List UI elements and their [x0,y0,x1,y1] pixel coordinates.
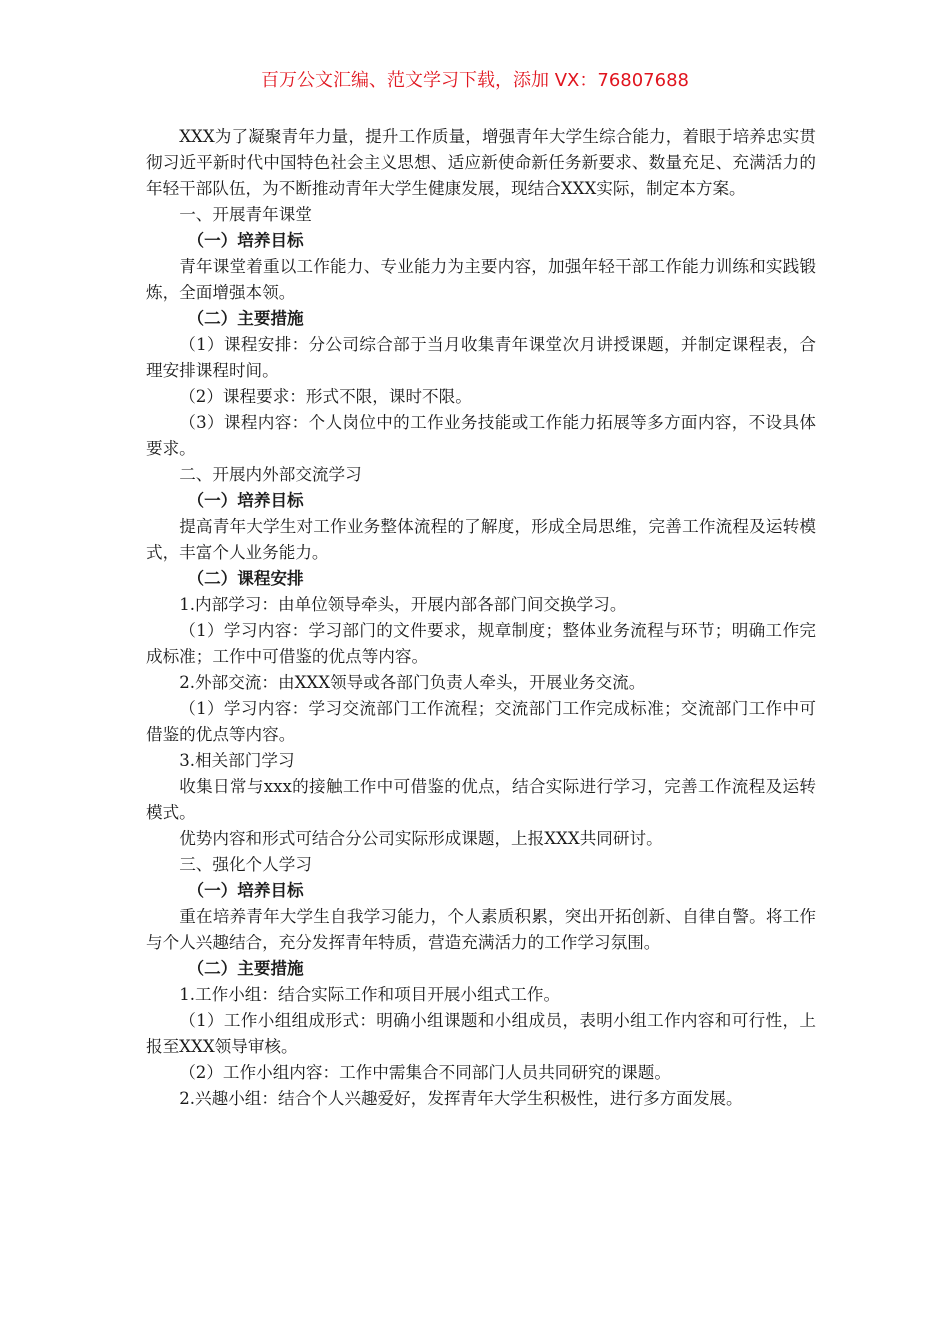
paragraph: 收集日常与xxx的接触工作中可借鉴的优点，结合实际进行学习，完善工作流程及运转模式。 [146,777,816,822]
paragraph: 2.外部交流：由XXX领导或各部门负责人牵头，开展业务交流。 [179,673,646,692]
paragraph: 优势内容和形式可结合分公司实际形成课题，上报XXX共同研讨。 [179,829,663,848]
section-heading: 二、开展内外部交流学习 [179,465,362,484]
paragraph: （1）工作小组组成形式：明确小组课题和小组成员，表明小组工作内容和可行性，上报至XXX领导审核。 [146,1011,816,1056]
document-body [146,124,816,1112]
section-heading: 一、开展青年课堂 [179,205,312,224]
subsection-heading: （一）培养目标 [187,881,304,900]
subsection-heading: （一）培养目标 [187,231,304,250]
section-heading: 三、强化个人学习 [179,855,312,874]
paragraph: （2）课程要求：形式不限，课时不限。 [179,387,472,406]
paragraph: 1.内部学习：由单位领导牵头，开展内部各部门间交换学习。 [179,595,627,614]
paragraph: 1.工作小组：结合实际工作和项目开展小组式工作。 [179,985,561,1004]
subsection-heading: （二）主要措施 [187,309,304,328]
subsection-heading: （二）主要措施 [187,959,304,978]
paragraph: 3.相关部门学习 [179,751,295,770]
paragraph: 青年课堂着重以工作能力、专业能力为主要内容，加强年轻干部工作能力训练和实践锻炼，全面增强本领。 [146,257,816,302]
paragraph: （1）学习内容：学习部门的文件要求，规章制度；整体业务流程与环节；明确工作完成标准；工作中可借鉴的优点等内容。 [146,621,816,666]
download-banner: 百万公文汇编、范文学习下载，添加 VX：76807688 [261,70,689,91]
intro-paragraph: XXX为了凝聚青年力量，提升工作质量，增强青年大学生综合能力，着眼于培养忠实贯彻习近平新时代中国特色社会主义思想、适应新使命新任务新要求、数量充足、充满活力的年轻干部队伍，为不断推动青年大学生健康发展，现结合XXX实际，制定本方案。 [146,127,816,198]
paragraph: 提高青年大学生对工作业务整体流程的了解度，形成全局思维，完善工作流程及运转模式，丰富个人业务能力。 [146,517,816,562]
paragraph: （1）课程安排：分公司综合部于当月收集青年课堂次月讲授课题，并制定课程表，合理安排课程时间。 [146,335,816,380]
subsection-heading: （一）培养目标 [187,491,304,510]
paragraph: （2）工作小组内容：工作中需集合不同部门人员共同研究的课题。 [179,1063,671,1082]
paragraph: 2.兴趣小组：结合个人兴趣爱好，发挥青年大学生积极性，进行多方面发展。 [179,1089,743,1108]
paragraph: （1）学习内容：学习交流部门工作流程；交流部门工作完成标准；交流部门工作中可借鉴的优点等内容。 [146,699,816,744]
paragraph: 重在培养青年大学生自我学习能力，个人素质积累，突出开拓创新、自律自警。将工作与个人兴趣结合，充分发挥青年特质，营造充满活力的工作学习氛围。 [146,907,816,952]
paragraph: （3）课程内容：个人岗位中的工作业务技能或工作能力拓展等多方面内容，不设具体要求。 [146,413,816,458]
subsection-heading: （二）课程安排 [187,569,304,588]
